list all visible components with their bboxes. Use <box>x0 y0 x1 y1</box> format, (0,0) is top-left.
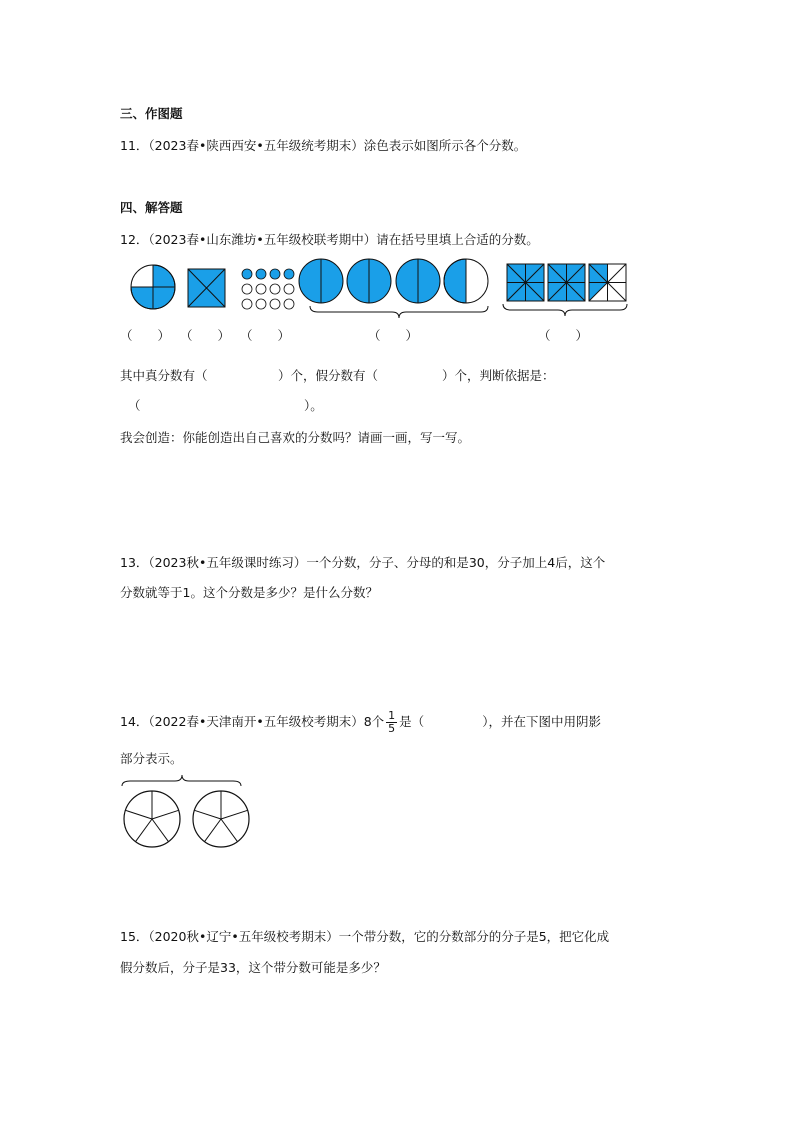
question-11: 11．（2023春•陕西西安•五年级统考期末）涂色表示如图所示各个分数。 <box>120 138 527 153</box>
question-12-stem: 12．（2023春•山东潍坊•五年级校联考期中）请在括号里填上合适的分数。 <box>120 232 539 247</box>
one-fifth-fraction: $\frac{1}{5}$ <box>388 709 396 735</box>
answer-blank-1[interactable]: （ ） <box>120 328 171 343</box>
pie-fifths-left <box>124 791 180 847</box>
answer-blank-3[interactable]: （ ） <box>240 328 291 343</box>
question-14-suffix: ），并在下图中用阴影 <box>482 714 601 729</box>
create-fraction-prompt: 我会创造：你能创造出自己喜欢的分数吗？请画一画，写一写。 <box>120 430 471 445</box>
question-13-line1: 13．（2023秋•五年级课时练习）一个分数，分子、分母的和是30，分子加上4后，这个 <box>120 555 606 570</box>
question-15-line1: 15．（2020秋•辽宁•五年级校考期末）一个带分数，它的分数部分的分子是5，把它化成 <box>120 929 610 944</box>
proper-fraction-count-label: 其中真分数有（ <box>120 368 208 383</box>
question-14-prefix: 14．（2022春•天津南开•五年级校考期末）8个 <box>120 714 385 729</box>
judgement-basis-label: ）个，判断依据是： <box>442 368 555 383</box>
basis-blank-close: ）。 <box>304 398 323 413</box>
question-14-mid: 是（ <box>399 714 425 729</box>
pie-fifths-right <box>193 791 249 847</box>
section-heading-answer: 四、解答题 <box>120 200 183 215</box>
question-15-line2: 假分数后，分子是33，这个带分数可能是多少？ <box>120 960 386 975</box>
section-heading-drawing: 三、作图题 <box>120 106 183 121</box>
answer-blank-5[interactable]: （ ） <box>538 328 589 343</box>
question-13-line2: 分数就等于1。这个分数是多少？是什么分数？ <box>120 585 378 600</box>
answer-blank-2[interactable]: （ ） <box>180 328 231 343</box>
question-14-line2: 部分表示。 <box>120 751 183 766</box>
improper-fraction-count-label: ）个，假分数有（ <box>278 368 379 383</box>
answer-blank-4[interactable]: （ ） <box>368 328 419 343</box>
basis-blank-open: （ <box>128 398 141 413</box>
